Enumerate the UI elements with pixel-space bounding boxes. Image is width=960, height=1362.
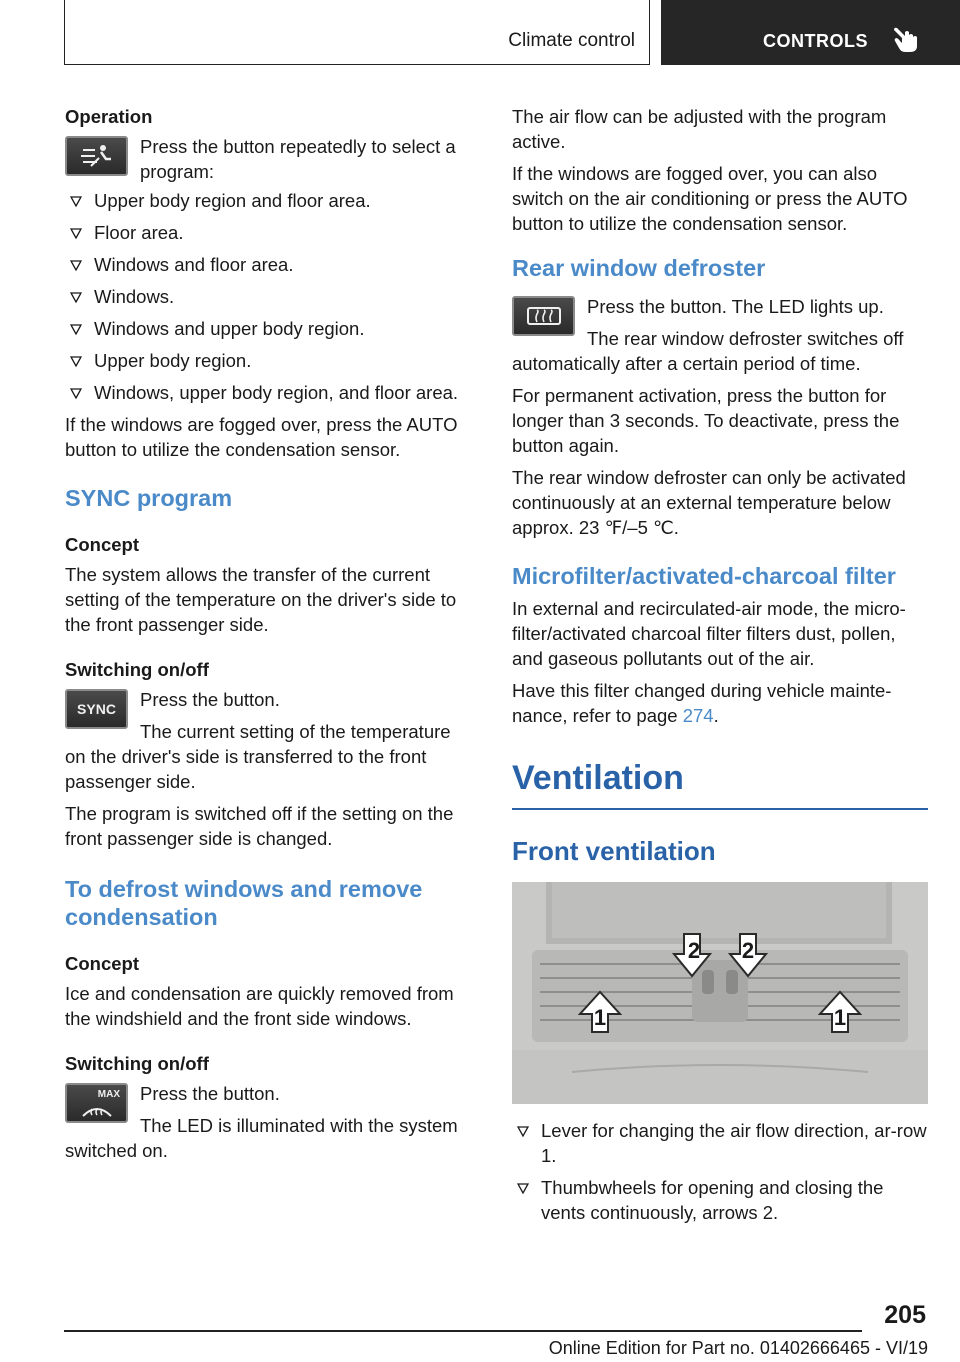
section-title: Climate control (508, 30, 635, 51)
defrost-button-block (65, 1081, 475, 1170)
defrost-concept-label: Concept (65, 953, 139, 974)
defrost-heading: To defrost windows and remove condensation (65, 876, 423, 930)
rear-perm-text: For permanent activation, press the button for longer than 3 seconds. To deactivate, press the button again. (512, 385, 900, 456)
header-chapter-tab[interactable] (661, 0, 960, 65)
page-number: 205 (884, 1301, 926, 1329)
chapter-label: CONTROLS (763, 31, 868, 51)
triangle-bullet-icon (70, 260, 82, 271)
front-ventilation-heading: Front ventilation (512, 836, 716, 866)
sync-concept-text: The system allows the transfer of the current setting of the temperature on the driver's side to the front passenger side. (65, 564, 457, 635)
sync-press-text2: The current setting of the temperature on the driver's side is transferred to the front passenger side. (65, 721, 451, 792)
max-defrost-button[interactable] (65, 1083, 128, 1123)
defrost-press-text2: The LED is illuminated with the system switched on. (65, 1115, 458, 1161)
right-column (512, 104, 928, 1232)
sync-button-block (65, 687, 475, 801)
sync-button[interactable]: SYNC (65, 689, 128, 729)
operation-heading: Operation (65, 106, 153, 127)
triangle-bullet-icon (517, 1183, 529, 1194)
rear-defroster-heading: Rear window defroster (512, 255, 766, 281)
callout-1-left: 1 (593, 1005, 607, 1030)
sync-heading: SYNC program (65, 485, 233, 511)
airflow-program-icon (77, 142, 117, 170)
rear-press-text2: The rear window defroster switches off automatically after a certain period of time. (512, 328, 904, 374)
list-item: Windows and floor area. (65, 252, 475, 277)
list-item: Windows. (65, 284, 475, 309)
max-label: MAX (97, 1088, 120, 1100)
callout-2-right: 2 (741, 938, 755, 963)
rear-defroster-block (512, 294, 928, 383)
rear-press-text: Press the button. The LED lights up. (587, 296, 884, 317)
sync-switch-label: Switching on/off (65, 659, 209, 680)
list-item: Thumbwheels for opening and closing the vents continuously, arrows 2. (512, 1175, 928, 1225)
sync-press-text: Press the button. (140, 689, 280, 710)
front-ventilation-figure (512, 882, 928, 1104)
callout-2-left: 2 (687, 938, 701, 963)
auto-note: If the windows are fogged over, press the AUTO button to utilize the condensation sensor. (65, 414, 458, 460)
sync-concept-label: Concept (65, 534, 139, 555)
defrost-press-text: Press the button. (140, 1083, 280, 1104)
program-button-text: Press the button repeatedly to select a program: (140, 136, 456, 182)
rear-defroster-button[interactable] (512, 296, 575, 336)
ventilation-illustration (512, 882, 928, 1104)
edition-text: Online Edition for Part no. 01402666465 - VI/19 (548, 1338, 928, 1358)
triangle-bullet-icon (70, 356, 82, 367)
ventilation-heading: Ventilation (512, 758, 928, 810)
triangle-bullet-icon (517, 1126, 529, 1137)
airflow-text: The air flow can be adjusted with the program active. (512, 106, 887, 152)
header-section-box (64, 0, 650, 65)
triangle-bullet-icon (70, 388, 82, 399)
triangle-bullet-icon (70, 196, 82, 207)
fog-text: If the windows are fogged over, you can also switch on the air conditioning or press the AUTO button to utilize the condensation sensor. (512, 163, 908, 234)
ventilation-list (512, 1118, 928, 1225)
list-item: Windows and upper body region. (65, 316, 475, 341)
program-list (65, 188, 475, 405)
program-button-row (65, 134, 475, 184)
page-ref-link[interactable]: 274 (682, 705, 714, 726)
list-item: Lever for changing the air flow direction, ar-row 1. (512, 1118, 928, 1168)
left-column (65, 104, 475, 1170)
footer-divider (64, 1330, 862, 1332)
rear-window-defrost-icon (524, 305, 564, 327)
pointing-hand-icon (893, 24, 919, 54)
triangle-bullet-icon (70, 324, 82, 335)
list-item: Upper body region and floor area. (65, 188, 475, 213)
list-item: Windows, upper body region, and floor area. (65, 380, 475, 405)
list-item: Upper body region. (65, 348, 475, 373)
triangle-bullet-icon (70, 228, 82, 239)
windshield-defrost-icon (80, 1100, 114, 1118)
filter-text2: Have this filter changed during vehicle mainte-nance, refer to page 274. (512, 680, 892, 726)
filter-text1: In external and recirculated-air mode, the micro-filter/activated charcoal filter filters dust, pollen, and gaseous pollutants out of the air. (512, 598, 906, 669)
triangle-bullet-icon (70, 292, 82, 303)
sync-off-text: The program is switched off if the setting on the front passenger side is changed. (65, 803, 454, 849)
filter-heading: Microfilter/activated-charcoal filter (512, 563, 896, 589)
list-item: Floor area. (65, 220, 475, 245)
defrost-concept-text: Ice and condensation are quickly removed from the windshield and the front side windows. (65, 983, 454, 1029)
defrost-switch-label: Switching on/off (65, 1053, 209, 1074)
callout-1-right: 1 (833, 1005, 847, 1030)
rear-cont-text: The rear window defroster can only be activated continuously at an external temperature below approx. 23 ℉/–5 ℃. (512, 467, 906, 538)
program-button[interactable] (65, 136, 128, 176)
